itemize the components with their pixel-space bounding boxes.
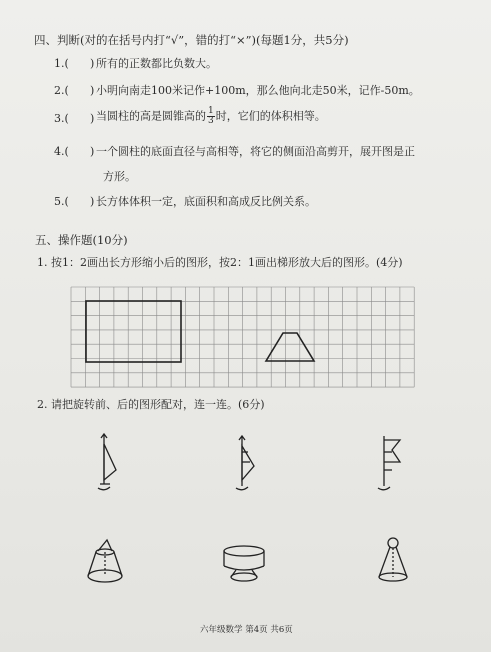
q1-text: 所有的正数都比负数大。 [96, 57, 217, 70]
q3-text-before: 当圆柱的高是圆锥高的 [96, 109, 206, 123]
cone-figure-3 [379, 538, 407, 581]
q4-number: 4.( [54, 145, 69, 158]
q5-number: 5.( [54, 195, 69, 208]
q4-paren-close: ) [90, 145, 95, 158]
q2-number: 2.( [54, 84, 69, 97]
q3-fraction-denominator: 3 [208, 116, 214, 126]
q1-paren-close: ) [90, 57, 95, 70]
q5-paren-close: ) [90, 195, 95, 208]
q3-number: 3.( [54, 112, 69, 125]
q4-text: 一个圆柱的底面直径与高相等，将它的侧面沿高剪开，展开图是正 [96, 145, 415, 158]
section5-q1: 1. 按1：2画出长方形缩小后的图形，按2：1画出梯形放大后的图形。(4分) [37, 256, 403, 269]
q2-paren-close: ) [90, 84, 95, 97]
q2-text: 小明向南走100米记作+100m，那么他向北走50米，记作-50m。 [96, 84, 420, 97]
q1-number: 1.( [54, 57, 69, 70]
q3-fraction-numerator: 1 [208, 106, 214, 116]
q4-text-continued: 方形。 [103, 170, 136, 183]
page-footer: 六年级数学 第4页 共6页 [200, 625, 293, 635]
q3-paren-close: ) [90, 112, 95, 125]
q3-text-after: 时，它们的体积相等。 [215, 109, 326, 123]
cylinder-cone-figure-2 [224, 546, 264, 581]
section5-q2: 2. 请把旋转前、后的图形配对，连一连。(6分) [37, 398, 265, 411]
q5-text: 长方体体积一定，底面积和高成反比例关系。 [96, 195, 316, 208]
section5-title: 五、操作题(10分) [35, 233, 128, 247]
section4-title: 四、判断(对的在括号内打“√”，错的打“×”)(每题1分，共5分) [34, 33, 349, 47]
cone-figure-1 [88, 540, 122, 582]
